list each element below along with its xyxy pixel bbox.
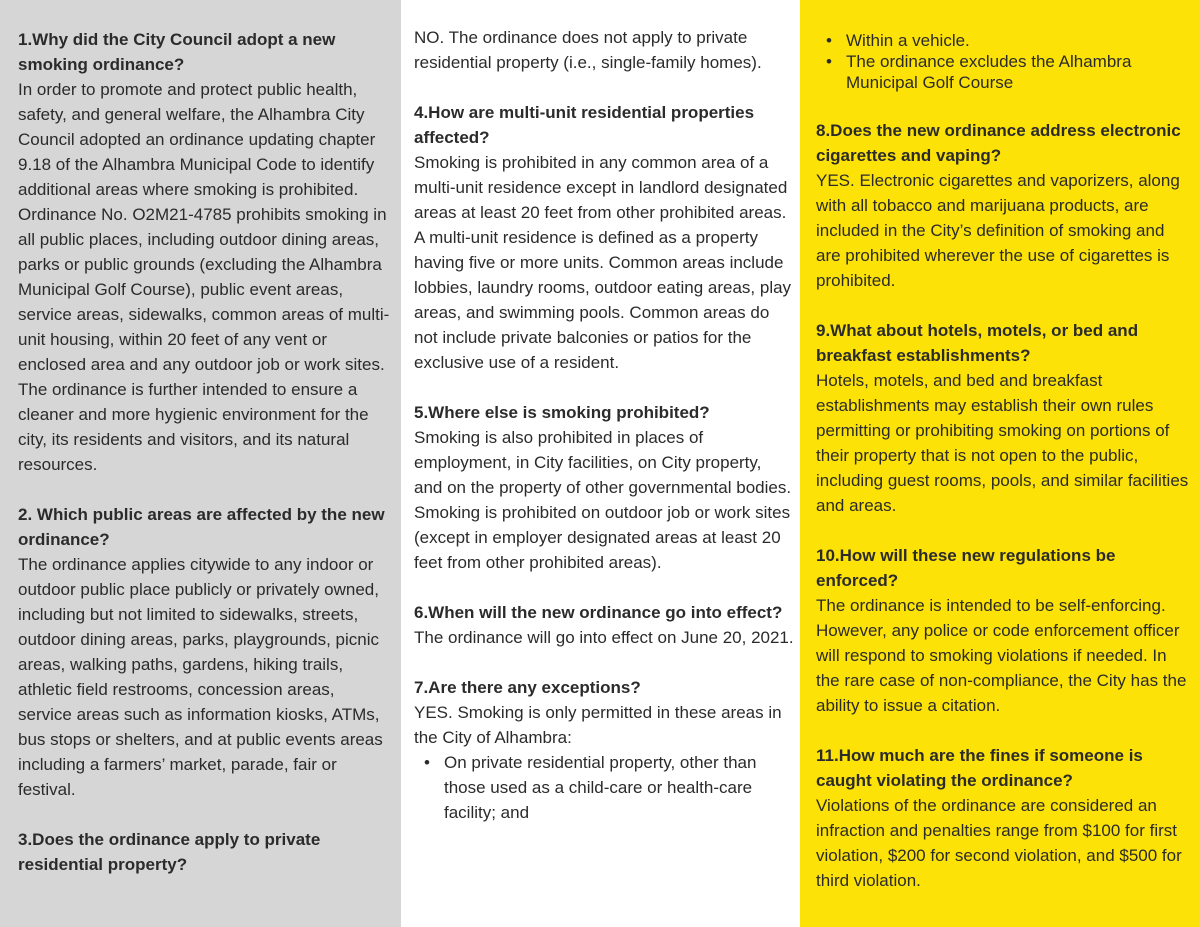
question-heading: 11.How much are the fines if someone is caught violating the ordinance? (816, 746, 1143, 790)
question-heading: 4.How are multi-unit residential properties affected? (414, 103, 755, 147)
answer-text: Hotels, motels, and bed and breakfast establishments may establish their own rules permitting or prohibiting smoking on portions of their property that is not open to the public, including guest rooms, pools, and similar facilities and areas. (816, 371, 1189, 515)
faq-q8 (816, 118, 1192, 293)
faq-q2 (18, 502, 393, 802)
answer-text: Smoking is also prohibited in places of employment, in City facilities, on City property, and on the property of other governmental bodies. Smoking is prohibited on outdoor job or work sites (except in employer designated areas at least 20 feet from other prohibited areas). (414, 428, 792, 572)
question-heading: 1.Why did the City Council adopt a new smoking ordinance? (18, 30, 336, 74)
exceptions-list-continued (816, 30, 1192, 93)
faq-q3-answer (414, 25, 794, 75)
answer-text: The ordinance will go into effect on June 20, 2021. (414, 628, 794, 647)
question-heading: 10.How will these new regulations be enforced? (816, 546, 1116, 590)
answer-text: The ordinance applies citywide to any indoor or outdoor public place publicly or privately owned, including but not limited to sidewalks, streets, outdoor dining areas, parks, playgrounds, picnic areas, walking paths, gardens, hiking trails, athletic field restrooms, concession areas, service areas such as information kiosks, ATMs, bus stops or shelters, and at public events areas including a farmers’ market, parade, fair or festival. (18, 555, 383, 799)
answer-text: Smoking is prohibited in any common area of a multi-unit residence except in landlord designated areas at least 20 feet from other prohibited areas. A multi-unit residence is defined as a property having five or more units. Common areas include lobbies, laundry rooms, outdoor eating areas, play areas, and swimming pools. Common areas do not include private balconies or patios for the exclusive use of a resident. (414, 153, 792, 372)
question-heading: 2. Which public areas are affected by the new ordinance? (18, 505, 385, 549)
faq-q7 (414, 675, 794, 825)
faq-q10 (816, 543, 1192, 718)
faq-q9 (816, 318, 1192, 518)
list-item: • Within a vehicle. (816, 30, 1192, 51)
question-heading: 5.Where else is smoking prohibited? (414, 403, 710, 422)
question-heading: 9.What about hotels, motels, or bed and breakfast establishments? (816, 321, 1139, 365)
column-right (800, 0, 1200, 927)
answer-text: In order to promote and protect public health, safety, and general welfare, the Alhambra City Council adopted an ordinance updating chapter 9.18 of the Alhambra Municipal Code to identify additional areas where smoking is prohibited. Ordinance No. O2M21-4785 prohibits smoking in all public places, including outdoor dining areas, parks or public grounds (excluding the Alhambra Municipal Golf Course), public event areas, service areas, sidewalks, common areas of multi-unit housing, within 20 feet of any vent or enclosed area and any outdoor job or work sites. The ordinance is further intended to ensure a cleaner and more hygienic environment for the city, its residents and visitors, and its natural resources. (18, 80, 390, 474)
list-item: • On private residential property, other than those used as a child-care or health-care facility; and (414, 750, 794, 825)
exceptions-list (414, 750, 794, 825)
question-heading: 7.Are there any exceptions? (414, 678, 641, 697)
faq-q4 (414, 100, 794, 375)
answer-text: YES. Smoking is only permitted in these areas in the City of Alhambra: (414, 703, 782, 747)
question-heading: 6.When will the new ordinance go into effect? (414, 603, 783, 622)
answer-text: NO. The ordinance does not apply to private residential property (i.e., single-family homes). (414, 28, 762, 72)
faq-q1 (18, 27, 393, 477)
column-left (0, 0, 401, 927)
faq-q11 (816, 743, 1192, 893)
list-item: • The ordinance excludes the Alhambra Municipal Golf Course (816, 51, 1192, 93)
column-middle (401, 0, 800, 927)
question-heading: 3.Does the ordinance apply to private residential property? (18, 830, 321, 874)
question-heading: 8.Does the new ordinance address electronic cigarettes and vaping? (816, 121, 1181, 165)
answer-text: Violations of the ordinance are considered an infraction and penalties range from $100 for first violation, $200 for second violation, and $500 for third violation. (816, 796, 1182, 890)
faq-q3 (18, 827, 393, 877)
faq-q6 (414, 600, 794, 650)
answer-text: YES. Electronic cigarettes and vaporizers, along with all tobacco and marijuana products, are included in the City’s definition of smoking and are prohibited wherever the use of cigarettes is prohibited. (816, 171, 1180, 290)
answer-text: The ordinance is intended to be self-enforcing. However, any police or code enforcement officer will respond to smoking violations if needed. In the rare case of non-compliance, the City has the ability to issue a citation. (816, 596, 1187, 715)
faq-q5 (414, 400, 794, 575)
